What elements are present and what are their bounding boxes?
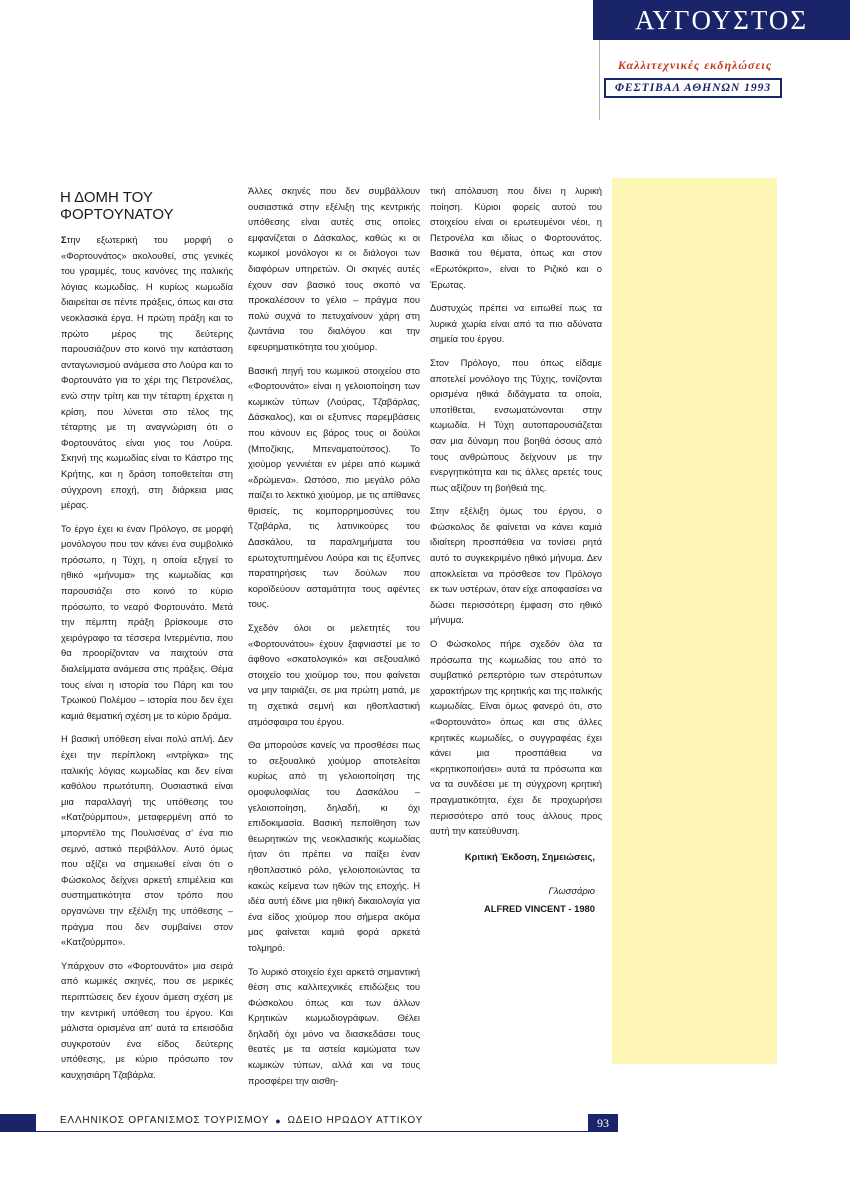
- source-credit-line2: Γλωσσάριο: [548, 885, 595, 896]
- paragraph: Σχεδόν όλοι οι μελετητές του «Φορτουνάτου» έχουν ξαφνιαστεί με το άφθονο «σκατολογικό» και σεξουαλικό στοιχείο του χιούμορ του, που φαίνεται να μην ταιριάζει, σε μια πρώτη ματιά, με τη σχετικά σεμνή και ηθοπλαστική ατμόσφαιρα του έργου.: [248, 622, 420, 727]
- paragraph: Στην εξέλιξη όμως του έργου, ο Φώσκολος δε φαίνεται να κάνει καμιά ιδιαίτερη προσπάθεια να τονίσει ρητά αυτό το συγκεκριμένο ηθικό μήνυμα. Δεν αποκλείεται να πρόσθεσε τον Πρόλογο εκ των υστέρων, όταν είχε αποφασίσει να δώσει περισσότερη έμφαση στο ηθικό μήνυμα.: [430, 505, 602, 626]
- paragraph-text: την εξωτερική του μορφή ο «Φορτουνάτος» ακολουθεί, στις γενικές του γραμμές, τους κανόνες της ιταλικής λόγιας κωμωδίας. Η κυρίως κωμωδία διαιρείται σε πέντε πράξεις, όπως και στα νεοκλασικά έργα. Η πρώτη πράξη και το πρώτο μέρος της δεύτερης παρουσιάζουν στο κοινό την κατάσταση ανταγωνισμού ανάμεσα στο Λούρα και το Φορτουνάτο για το χέρι της Πετρονέλας, ενώ στην τρίτη και την τέταρτη έρχεται η κρίση, που λύνεται στο τέλος της τέταρτης με τη αναγνώριση ότι ο Φορτουνάτος είναι γιος του Λούρα. Σκηνή της κωμωδίας είναι το Κάστρο της Κρήτης, και η δράση τοποθετείται στη σύγχρονη εποχή, στη διάρκεια μιας μέρας.: [61, 234, 233, 511]
- paragraph: Θα μπορούσε κανείς να προσθέσει πως το σεξουαλικό χιούμορ αποτελείται κυρίως από τη γελοιοποίηση της ομοφυλοφιλίας του Δασκάλου – γελοιοποίηση, δηλαδή, κι όχι επιδοκιμασία. Βασική πεποίθηση των θεωρητικών της νεοκλασικής κωμωδίας ήταν ότι πρέπει να παίξει έναν ηθοπλαστικό ρόλο, γελοιοποιώντας τα κακώς κείμενα των ηθών της εποχής. Η ιδέα αυτή έδινε μια ηθική δικαιολογία για ένα είδος χιούμορ που σήμερα ακόμα μας φαίνεται καμιά φορά αρκετά τολμηρό.: [248, 739, 420, 953]
- paragraph: Στον Πρόλογο, που όπως είδαμε αποτελεί μονόλογο της Τύχης, τονίζονται ορισμένα ηθικά διδάγματα τα οποία, υποτίθεται, ενσωματώνονται στην κωμωδία. Η Τύχη αυτοπαρουσιάζεται σαν μια δύναμη που βοηθά όσους από τους ανθρώπους δείχνουν με την ενεργητικότητα και τις άλλες αρετές τους πως αξίζουν τη βοήθειά της.: [430, 356, 602, 493]
- footer-rule: [36, 1131, 588, 1132]
- footer-venue: ΩΔΕΙΟ ΗΡΩΔΟΥ ΑΤΤΙΚΟΥ: [287, 1115, 424, 1126]
- month-header: [593, 0, 850, 40]
- paragraph: Δυστυχώς πρέπει να ειπωθεί πως τα λυρικά χωρία είναι από τα πιο αδύνατα σημεία του έργου.: [430, 302, 602, 345]
- paragraph: Ο Φώσκολος πήρε σχεδόν όλα τα πρόσωπα της κωμωδίας του από το συμβατικό ρεπερτόριο των στερότυπων χαρακτήρων της κρητικής και της ιταλικής κωμωδίας. Είναι όμως φανερό ότι, στο «Φορτουνάτο» όπως και στις άλλες κρητικές κωμωδίες, ο συγγραφέας έχει κάνει μια προσπάθεια να «κρητικοποιήσει» αυτά τα πρόσωπα και να τα συνδέσει με τη σύγχρονη κρητική πραγματικότητα, έχει δε προχωρήσει περισσότερο από τους άλλους προς αυτή την κατεύθυνση.: [430, 638, 602, 837]
- paragraph: τική απόλαυση που δίνει η λυρική ποίηση. Κύριοι φορείς αυτού του στοιχείου είναι οι ερωτευμένοι νέοι, η Πετρονέλα και ιδίως ο Φορτουνάτος. Βασικά του θέματα, όπως και στον «Ερωτόκριτο», είναι το Ριζικό και ο Έρωτας.: [430, 185, 602, 290]
- article-column-3: [430, 183, 602, 847]
- festival-label: [604, 78, 782, 98]
- paragraph: Η βασική υπόθεση είναι πολύ απλή. Δεν έχει την περίπλοκη «ιντρίγκα» της ιταλικής λόγιας κωμωδίας και δεν είναι καθόλου πρωτότυπη. Ουσιαστικά είναι μια παραλλαγή της υπόθεσης του «Κατζούρμπου», μεταφερμένη από το μπορντέλο της Πουλισένας σ' ένα πιο σεμνό, αστικό περιβάλλον. Αυτό όμως που αξίζει να σημειωθεί είναι ότι ο Φώσκολος δείχνει αρκετή επιμέλεια και συστηματικότητα στον τρόπο που οργανώνει την εξέλιξη της υπόθεσης – πράγμα που δεν συμβαίνει στον «Κατζούρμπο».: [61, 733, 233, 948]
- paragraph: Το έργο έχει κι έναν Πρόλογο, σε μορφή μονόλογου που τον κάνει ένα συμβολικό πρόσωπο, η Τύχη, η οποία εξηγεί το ηθικό «μήνυμα» της κωμωδίας και παρουσιάζει στο κοινό το κύριο πρόσωπο, το νεαρό Φορτουνάτο. Μετά την πέμπτη πράξη βρίσκουμε στο χειρόγραφο τα τέσσερα Ιντερμέντια, που θα προορίζονταν να παιχτούν στα διαλείμματα ανάμεσα στις πράξεις. Θέμα τους είναι η ιστορία του Πάρη και του Τρωικού Πολέμου – ιστορία που δεν έχει καμιά θεματική σχέση με το κύριο δράμα.: [61, 522, 233, 721]
- bullet-icon: ●: [275, 1115, 282, 1126]
- article-column-2: [248, 183, 420, 1096]
- footer-organization: ΕΛΛΗΝΙΚΟΣ ΟΡΓΑΝΙΣΜΟΣ ΤΟΥΡΙΣΜΟΥ: [60, 1115, 270, 1126]
- page-number-text: 93: [597, 1115, 609, 1130]
- month-title: ΑΥΓΟΥΣΤΟΣ: [634, 4, 809, 35]
- paragraph: Βασική πηγή του κωμικού στοιχείου στο «Φορτουνάτο» είναι η γελοιοποίηση των κωμικών τύπων (Λούρας, Τζαβάρλας, Δάσκαλος), και οι εξυπνες παρεμβάσεις που κάνουν εις βάρος τους οι δούλοι (Μποζίκης, Μπεναματούτσος). Το χιούμορ γεννιέται εν μέρει από κωμικά «δρώμενα». Ωστόσο, πιο μεγάλο ρόλο παίζει το λεκτικό χιούμορ, με τις απίθανες θρισείς, τις κομπορρημοσύνες του Τζαβάρλα, τις λατινικούρες του Δασκάλου, τα παραλημήματα του ερωτοχτυπημένου Λούρα και τις έξυπνες παρατηρήσεις των δούλων που κοροϊδεύουν ασταμάτητα τους αφέντες τους.: [248, 364, 420, 610]
- source-author: ALFRED VINCENT - 1980: [484, 903, 595, 914]
- header-divider: [599, 40, 600, 120]
- footer: [60, 1115, 580, 1126]
- article-column-1: [61, 232, 233, 1090]
- footer-accent-bar: [0, 1114, 36, 1132]
- article-title-line1: Η ΔΟΜΗ ΤΟΥ: [60, 189, 153, 206]
- article-title-line2: ΦΟΡΤΟΥΝΑΤΟΥ: [60, 206, 174, 223]
- paragraph: [61, 232, 233, 513]
- article-title: [60, 189, 230, 223]
- paragraph: Υπάρχουν στο «Φορτουνάτο» μια σειρά από κωμικές σκηνές, που σε μερικές περιπτώσεις δεν έχουν άμεση σχέση με την κεντρική υπόθεση του έργου. Και μάλιστα ορισμένα απ' αυτά τα επεισόδια συγκροτούν ένα είδος δεύτερης υπόθεσης, με κύριο πρόσωπο τον καυχησιάρη Τζαβάρλα.: [61, 959, 233, 1080]
- section-subtitle: Καλλιτεχνικές εκδηλώσεις: [617, 58, 773, 72]
- paragraph: Άλλες σκηνές που δεν συμβάλλουν ουσιαστικά στην εξέλιξη της κεντρικής υπόθεσης είναι αυτές στις οποίες εμφανίζεται ο Δάσκαλος, καθώς κι οι κωμικοί μονόλογοι κι οι διάλογοι των διαφόρων υπηρετών. Οι σκηνές αυτές έχουν σαν βασικό τους σκοπό να προκαλέσουν το γέλιο – πράγμα που πολύ συχνά το πετυχαίνουν χάρη στη ζωντάνια του διαλόγου και την εφευρηματικότητα του χιούμορ.: [248, 185, 420, 352]
- festival-title: ΦΕΣΤΙΒΑΛ ΑΘΗΝΩΝ 1993: [614, 82, 772, 94]
- paragraph: Το λυρικό στοιχείο έχει αρκετά σημαντική θέση στις καλλιτεχνικές επιδώξεις του Φώσκολου όπως και των άλλων Κρητικών κωμωδιογράφων. Θέλει δηλαδή όχι μόνο να διασκεδάσει τους θεατές με τα αστεία καμώματα των κωμικών τύπων, αλλά και να τους προσφέρει την αισθη-: [248, 965, 420, 1086]
- page-number: [588, 1114, 618, 1132]
- drop-cap: Σ: [61, 234, 67, 245]
- yellow-sidebar-panel: [612, 178, 777, 1064]
- source-credit-line1: Κριτική Έκδοση, Σημειώσεις,: [464, 851, 595, 862]
